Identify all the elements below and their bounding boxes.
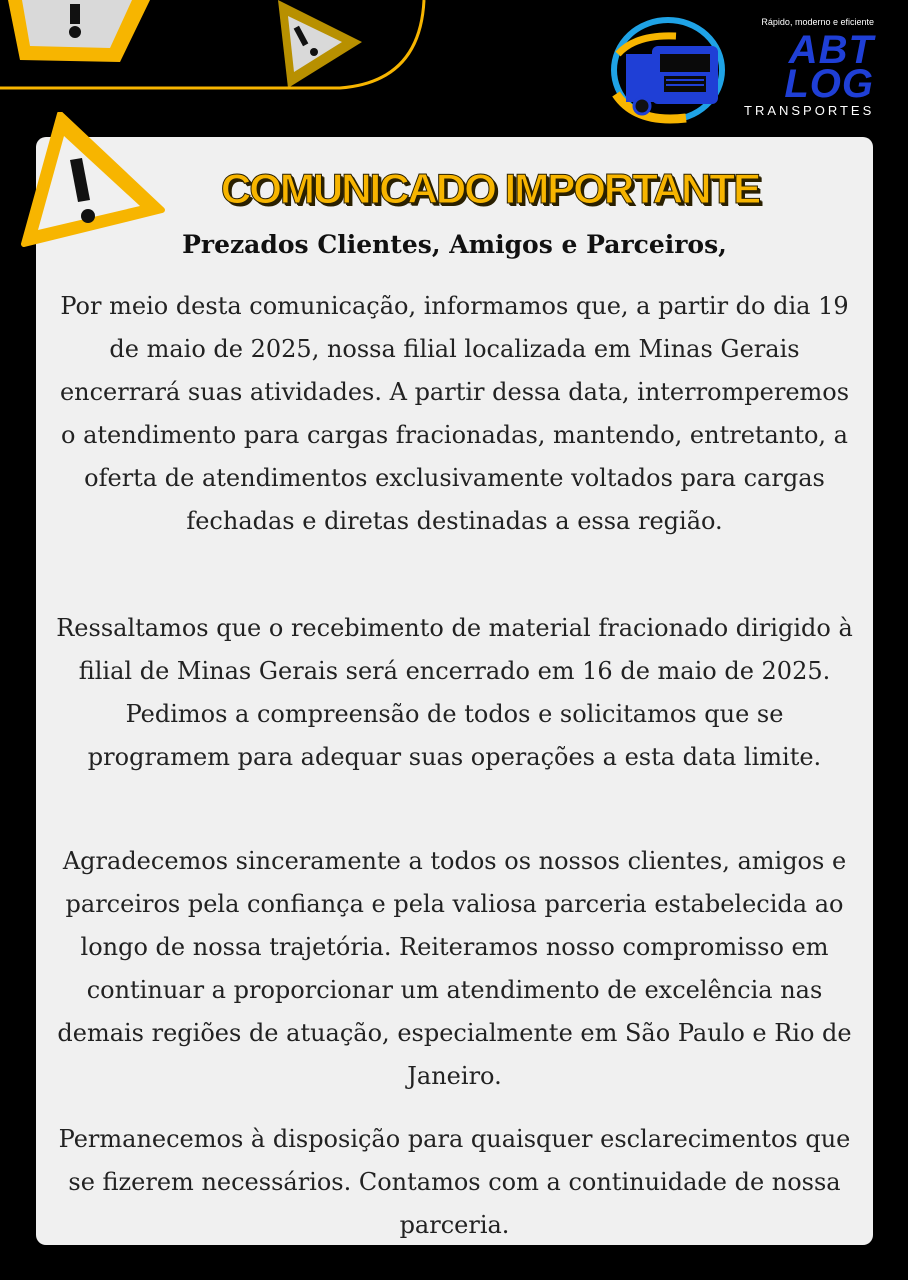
notice-paragraph-3: Agradecemos sinceramente a todos os nossos clientes, amigos e parceiros pela confiança e pela valiosa parceria estabelecida ao longo de nossa trajetória. Reiteramos nosso compromisso em continuar a proporcionar um atendimento de excelência nas demais regiões de atuação, especialmente em São Paulo e Rio de Janeiro.	[57, 847, 852, 1090]
logo-subtitle: TRANSPORTES	[744, 103, 875, 118]
logo-abt-text: ABT	[788, 28, 874, 72]
warning-icon-top-small	[278, 0, 362, 88]
logo-log-text: LOG	[784, 62, 874, 106]
notice-paragraph-4: Permanecemos à disposição para quaisquer esclarecimentos que se fizerem necessários. Contamos com a continuidade de nossa parceria.	[58, 1125, 851, 1239]
notice-paragraph-1: Por meio desta comunicação, informamos que, a partir do dia 19 de maio de 2025, nossa filial localizada em Minas Gerais encerrará suas atividades. A partir dessa data, interromperemos o atendimento para cargas fracionadas, mantendo, entretanto, a oferta de atendimentos exclusivamente voltados para cargas fechadas e diretas destinadas a essa região.	[59, 292, 850, 535]
truck-icon	[606, 14, 736, 124]
notice-title: COMUNICADO IMPORTANTE	[220, 165, 760, 212]
warning-icon-top-left	[8, 0, 150, 62]
logo-tagline: Rápido, moderno e eficiente	[761, 17, 874, 27]
notice-greeting: Prezados Clientes, Amigos e Parceiros,	[182, 230, 727, 259]
notice-paragraph-2: Ressaltamos que o recebimento de material fracionado dirigido à filial de Minas Gerais será encerrado em 16 de maio de 2025. Pedimos a compreensão de todos e solicitamos que se programem para adequar suas operações a esta data limite.	[56, 614, 853, 771]
